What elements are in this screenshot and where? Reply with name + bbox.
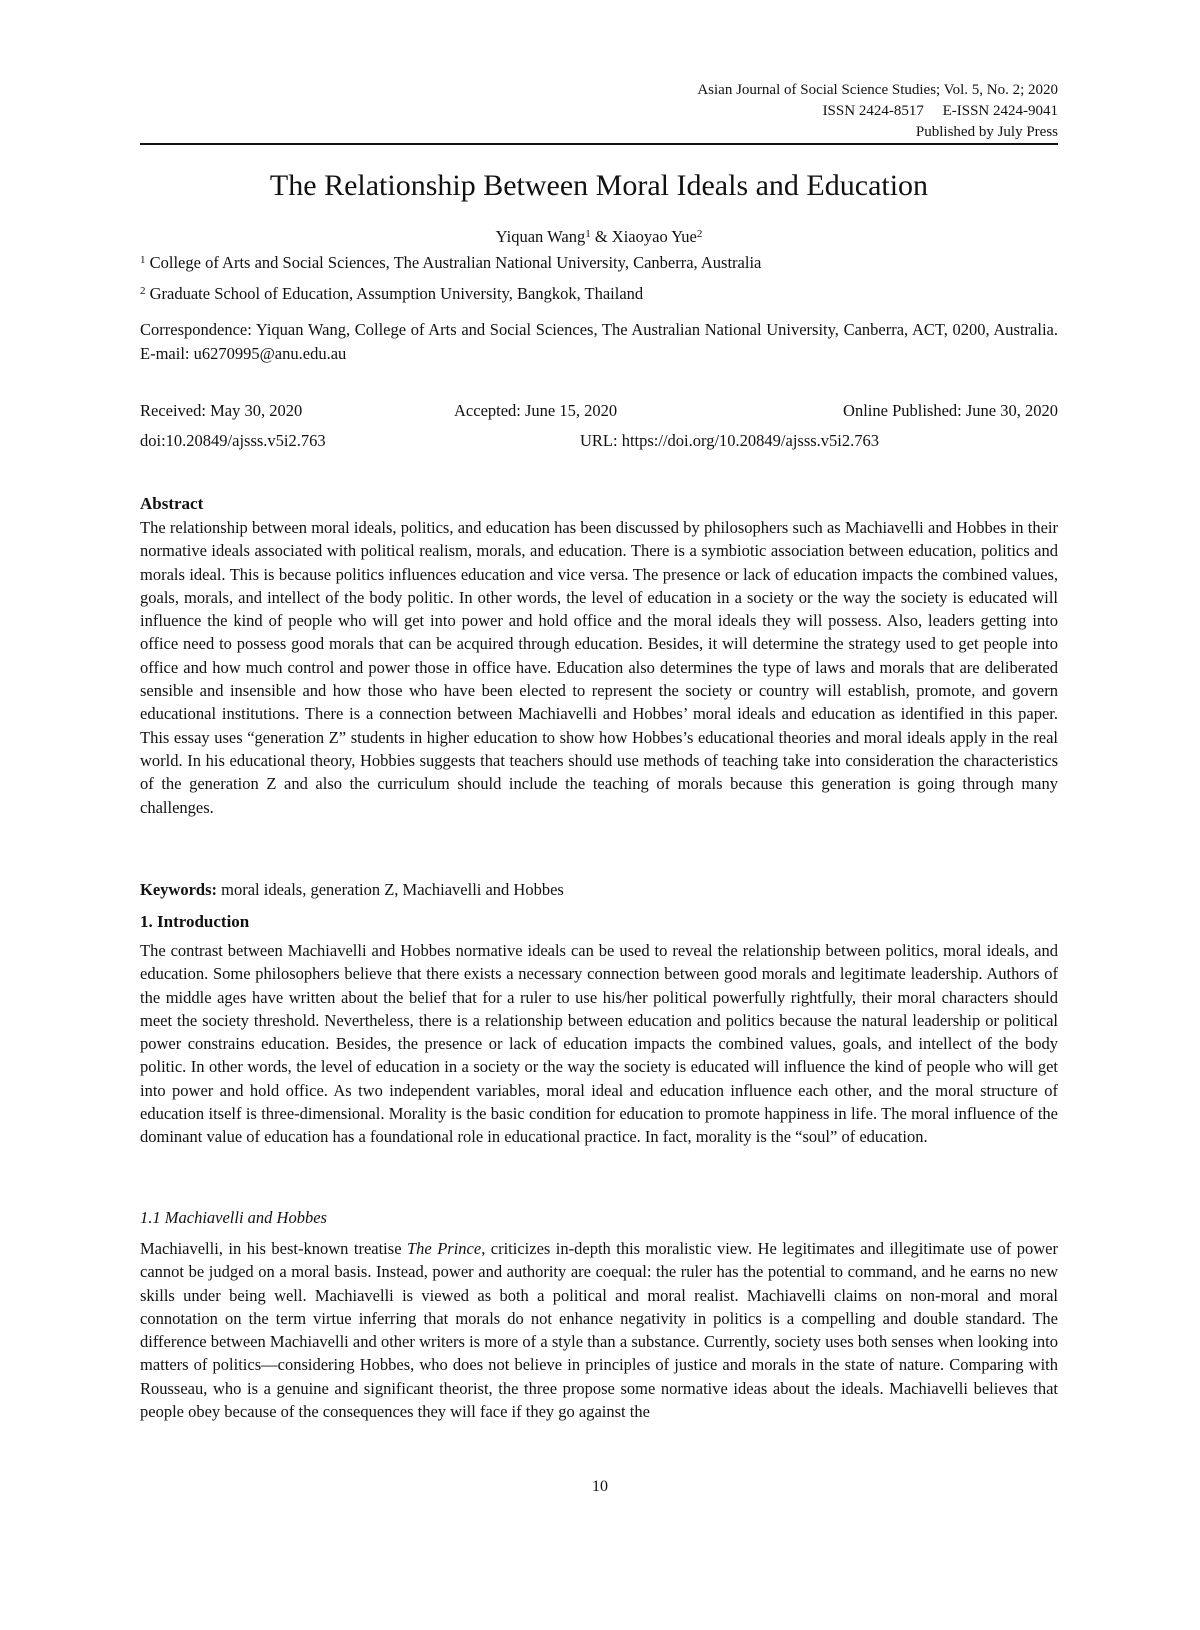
subsection-text-part: Machiavelli, in his best-known treatise bbox=[140, 1239, 407, 1258]
author-affiliation-marker: 2 bbox=[696, 228, 703, 240]
accepted-date: Accepted: June 15, 2020 bbox=[454, 401, 618, 420]
publication-dates bbox=[140, 400, 1058, 424]
keywords-label: Keywords: bbox=[140, 880, 217, 899]
header-divider bbox=[140, 143, 1058, 145]
author-name: Yiquan Wang bbox=[495, 227, 586, 246]
journal-header bbox=[697, 80, 1058, 143]
page-number: 10 bbox=[592, 1478, 608, 1495]
identifiers bbox=[140, 430, 1058, 454]
affiliation-marker: 2 bbox=[140, 285, 146, 297]
author-name: Xiaoyao Yue bbox=[611, 227, 697, 246]
affiliation-marker: 1 bbox=[140, 254, 146, 266]
introduction-section bbox=[140, 910, 1058, 1149]
affiliation-2 bbox=[140, 283, 1058, 305]
abstract-heading: Abstract bbox=[140, 494, 204, 513]
keywords-section bbox=[140, 878, 1058, 901]
introduction-heading: 1. Introduction bbox=[140, 912, 250, 931]
subsection-machiavelli-hobbes bbox=[140, 1206, 1058, 1423]
abstract-text: The relationship between moral ideals, politics, and education has been discussed by philosophers such as Machiavelli and Hobbes in their normative ideals associated with political realism, morals, and education. There is a symbiotic association between education, politics and morals ideal. This is because politics influences education and vice versa. The presence or lack of education impacts the combined values, goals, morals, and intellect of the body politic. In other words, the level of education in a society or the way the society is educated will influence the kind of people who will get into power and hold office and the moral ideals they will possess. Also, leaders getting into office need to possess good morals that can be acquired through education. Besides, it will determine the strategy used to get people into office and how much control and power those in office have. Education also determines the type of laws and morals that are deliberated sensible and insensible and how those who have been elected to represent the society or country will establish, promote, and govern educational institutions. There is a connection between Machiavelli and Hobbes’ moral ideals and education as identified in this paper. This essay uses “generation Z” students in higher education to show how Hobbes’s educational theories and moral ideals apply in the real world. In his educational theory, Hobbies suggests that teachers should use methods of teaching take into consideration the characteristics of the generation Z and also the curriculum should include the teaching of morals because this generation is going through many challenges. bbox=[140, 518, 1058, 817]
doi-url-link[interactable]: URL: https://doi.org/10.20849/ajsss.v5i2.763 bbox=[580, 431, 880, 450]
introduction-text: The contrast between Machiavelli and Hobbes normative ideals can be used to reveal the relationship between politics, moral ideals, and education. Some philosophers believe that there exists a necessary connection between good morals and legitimate leadership. Authors of the middle ages have written about the belief that for a ruler to use his/her political powerfully rightfully, their moral characters should meet the society threshold. Nevertheless, there is a relationship between education and politics because the natural leadership or political power constrains education. Besides, the presence or lack of education impacts the combined values, goals, and intellect of the body politic. In other words, the level of education in a society or the way the society is educated will influence the kind of people who will get into power and hold office. As two independent variables, moral ideal and education influence each other, and the moral structure of education itself is three-dimensional. Morality is the basic condition for education to promote happiness in life. The moral influence of the dominant value of education has a foundational role in educational practice. In fact, morality is the “soul” of education. bbox=[140, 941, 1058, 1147]
affiliation-text: Graduate School of Education, Assumption University, Bangkok, Thailand bbox=[149, 284, 644, 303]
keywords-text: moral ideals, generation Z, Machiavelli and Hobbes bbox=[217, 880, 564, 899]
journal-citation: Asian Journal of Social Science Studies; Vol. 5, No. 2; 2020 bbox=[697, 82, 1058, 98]
received-date: Received: May 30, 2020 bbox=[140, 401, 303, 420]
affiliation-text: College of Arts and Social Sciences, The Australian National University, Canberra, Australia bbox=[149, 253, 762, 272]
author-line bbox=[140, 226, 1058, 248]
correspondence: Correspondence: Yiquan Wang, College of Arts and Social Sciences, The Australian National University, Canberra, ACT, 0200, Australia. E-mail: u6270995@anu.edu.au bbox=[140, 320, 1058, 363]
book-title-italic: The Prince bbox=[406, 1239, 482, 1258]
journal-publisher: Published by July Press bbox=[915, 124, 1058, 140]
doi-text: doi:10.20849/ajsss.v5i2.763 bbox=[140, 431, 326, 450]
abstract-section bbox=[140, 492, 1058, 819]
journal-issn: ISSN 2424-8517 E-ISSN 2424-9041 bbox=[822, 103, 1058, 119]
affiliation-1 bbox=[140, 252, 1058, 274]
paper-title: The Relationship Between Moral Ideals and Education bbox=[269, 169, 929, 202]
subsection-text-part: , criticizes in-depth this moralistic view. He legitimates and illegitimate use of power cannot be judged on a moral basis. Instead, power and authority are coequal: the ruler has the potential to command, and he earns no new skills under being well. Machiavelli is viewed as both a political and moral realist. Machiavelli claims on non-moral and moral connotation on the term virtue inferring that morals do not enhance negativity in politics is a compelling and double standard. The difference between Machiavelli and other writers is more of a style than a substance. Currently, society uses both senses when looking into matters of politics—considering Hobbes, who does not believe in principles of justice and morals in the state of nature. Comparing with Rousseau, who is a genuine and significant theorist, the three propose some normative ideas about the ideals. Machiavelli believes that people obey because of the consequences they will face if they go against the bbox=[140, 1239, 1058, 1422]
subsection-text bbox=[140, 1237, 1058, 1423]
author-affiliation-marker: 1 bbox=[585, 228, 591, 240]
subsection-heading: 1.1 Machiavelli and Hobbes bbox=[140, 1208, 327, 1227]
author-connector: & bbox=[590, 227, 612, 246]
published-date: Online Published: June 30, 2020 bbox=[843, 401, 1058, 420]
